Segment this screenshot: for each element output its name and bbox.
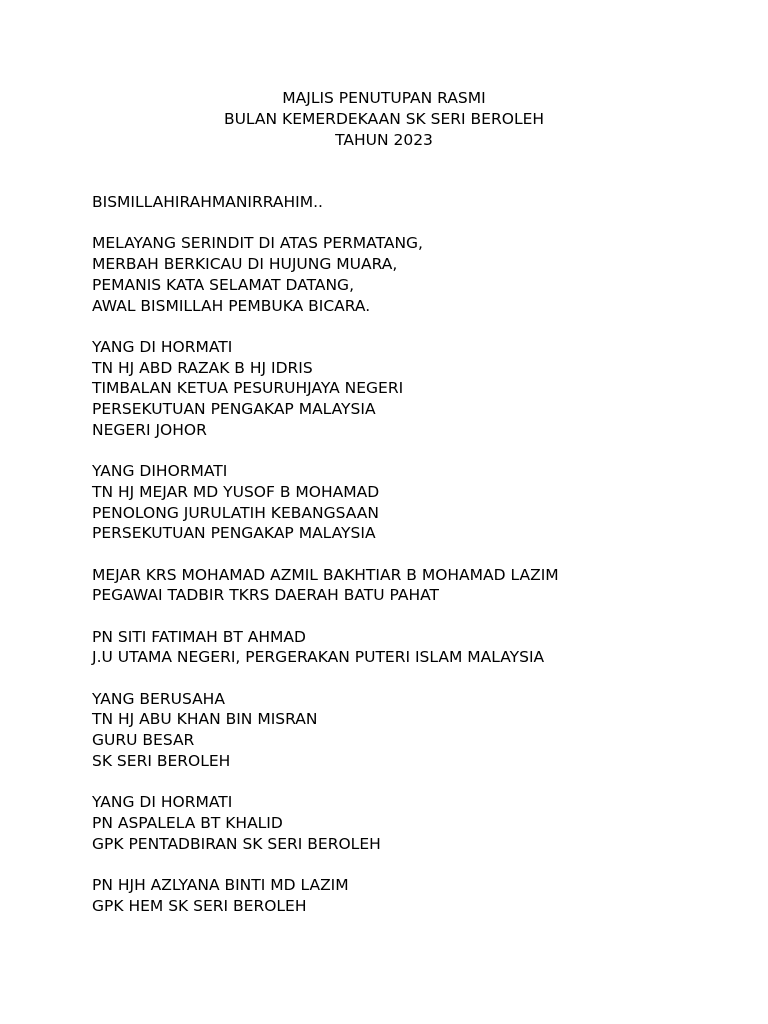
text-line: TIMBALAN KETUA PESURUHJAYA NEGERI [92, 379, 404, 398]
text-line: GURU BESAR [92, 731, 195, 750]
text-line: TN HJ ABU KHAN BIN MISRAN [92, 710, 318, 729]
text-line: MEJAR KRS MOHAMAD AZMIL BAKHTIAR B MOHAMAD LAZIM [92, 565, 559, 584]
text-line: TN HJ ABD RAZAK B HJ IDRIS [92, 358, 313, 377]
text-line: PERSEKUTUAN PENGAKAP MALAYSIA [92, 524, 376, 543]
text-line: PENOLONG JURULATIH KEBANGSAAN [92, 503, 379, 522]
text-block [92, 689, 732, 772]
text-block [92, 627, 732, 668]
text-line: GPK PENTADBIRAN SK SERI BEROLEH [92, 834, 381, 853]
text-line: MELAYANG SERINDIT DI ATAS PERMATANG, [92, 234, 423, 253]
text-block [92, 233, 732, 316]
text-line: PERSEKUTUAN PENGAKAP MALAYSIA [92, 400, 376, 418]
text-line: MERBAH BERKICAU DI HUJUNG MUARA, [92, 255, 398, 274]
text-line: PN HJH AZLYANA BINTI MD LAZIM [92, 876, 349, 895]
text-block [92, 875, 732, 916]
text-line: PN SITI FATIMAH BT AHMAD [92, 627, 306, 646]
text-line: NEGERI JOHOR [92, 420, 207, 439]
text-line: J.U UTAMA NEGERI, PERGERAKAN PUTERI ISLAM MALAYSIA [92, 648, 545, 667]
title-line-3: TAHUN 2023 [335, 131, 433, 149]
text-line: PN ASPALELA BT KHALID [92, 813, 283, 832]
text-block [92, 565, 732, 606]
text-line: YANG DIHORMATI [92, 462, 228, 481]
text-line: SK SERI BEROLEH [92, 751, 231, 770]
text-line: TN HJ MEJAR MD YUSOF B MOHAMAD [92, 482, 380, 501]
text-line: GPK HEM SK SERI BEROLEH [92, 896, 307, 915]
text-line: BISMILLAHIRAHMANIRRAHIM.. [92, 193, 323, 211]
text-line: YANG BERUSAHA [92, 689, 225, 708]
text-block [92, 792, 732, 854]
text-line: PEGAWAI TADBIR TKRS DAERAH BATU PAHAT [92, 586, 440, 605]
text-line: AWAL BISMILLAH PEMBUKA BICARA. [92, 296, 371, 315]
text-block [92, 461, 732, 544]
title-line-1: MAJLIS PENUTUPAN RASMI [282, 89, 486, 107]
text-block [92, 337, 732, 441]
text-line: PEMANIS KATA SELAMAT DATANG, [92, 275, 354, 294]
title-line-2: BULAN KEMERDEKAAN SK SERI BEROLEH [223, 110, 545, 128]
document-body [92, 192, 732, 937]
text-line: YANG DI HORMATI [92, 337, 233, 356]
document-title [0, 88, 768, 151]
text-block [92, 192, 732, 213]
text-line: YANG DI HORMATI [92, 793, 233, 812]
